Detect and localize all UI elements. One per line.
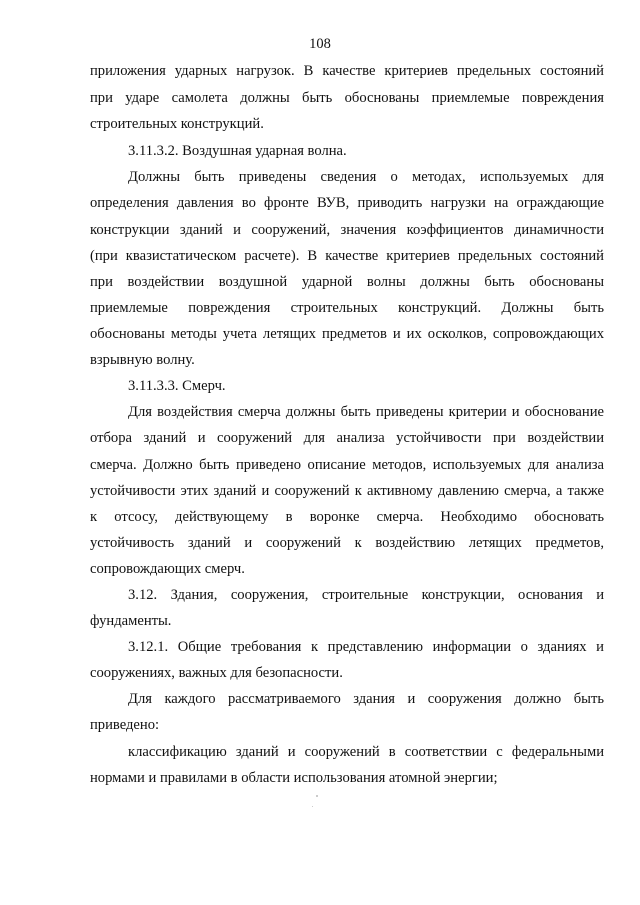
text-line: конструкции зданий и сооружений, значения коэффициентов динамичности	[90, 222, 604, 238]
text-line: классификацию зданий и сооружений в соответствии с федеральными	[128, 744, 604, 760]
text-line: Для каждого рассматриваемого здания и сооружения должно быть	[128, 691, 604, 707]
text-line: (при квазистатическом расчете). В качестве критериев предельных состояний	[90, 248, 604, 264]
text-line: определения давления во фронте ВУВ, приводить нагрузки на ограждающие	[90, 195, 604, 211]
section-heading: 3.11.3.2. Воздушная ударная волна.	[128, 143, 347, 159]
scan-speck	[312, 806, 313, 807]
text-line: к отсосу, действующему в воронке смерча. Необходимо обосновать	[90, 509, 604, 525]
text-line: сопровождающих смерч.	[90, 561, 245, 577]
page-number: 108	[309, 36, 331, 52]
text-line: Для воздействия смерча должны быть приведены критерии и обоснование	[128, 404, 604, 420]
text-line: Должны быть приведены сведения о методах, используемых для	[128, 169, 604, 185]
section-heading: 3.12.1. Общие требования к представлению информации о зданиях и	[128, 639, 604, 655]
text-line: приложения ударных нагрузок. В качестве критериев предельных состояний	[90, 63, 604, 79]
text-line: взрывную волну.	[90, 352, 195, 368]
text-line: нормами и правилами в области использования атомной энергии;	[90, 770, 498, 786]
section-heading: сооружениях, важных для безопасности.	[90, 665, 343, 681]
text-line: отбора зданий и сооружений для анализа устойчивости при воздействии	[90, 430, 604, 446]
text-line: обоснованы методы учета летящих предметов и их осколков, сопровождающих	[90, 326, 604, 342]
section-heading: 3.12. Здания, сооружения, строительные конструкции, основания и	[128, 587, 604, 603]
text-line: приведено:	[90, 717, 160, 733]
scan-speck	[316, 795, 318, 797]
text-line: приемлемые повреждения строительных конструкций. Должны быть	[90, 300, 604, 316]
text-line: при воздействии воздушной ударной волны должны быть обоснованы	[90, 274, 604, 290]
section-heading: 3.11.3.3. Смерч.	[128, 378, 226, 394]
text-line: устойчивости этих зданий и сооружений к активному давлению смерча, а также	[90, 483, 604, 499]
text-line: устойчивость зданий и сооружений к воздействию летящих предметов,	[90, 535, 604, 551]
text-line: строительных конструкций.	[90, 116, 264, 132]
section-heading: фундаменты.	[90, 613, 172, 629]
text-line: при ударе самолета должны быть обоснованы приемлемые повреждения	[90, 90, 604, 106]
text-line: смерча. Должно быть приведено описание методов, используемых для анализа	[90, 457, 604, 473]
